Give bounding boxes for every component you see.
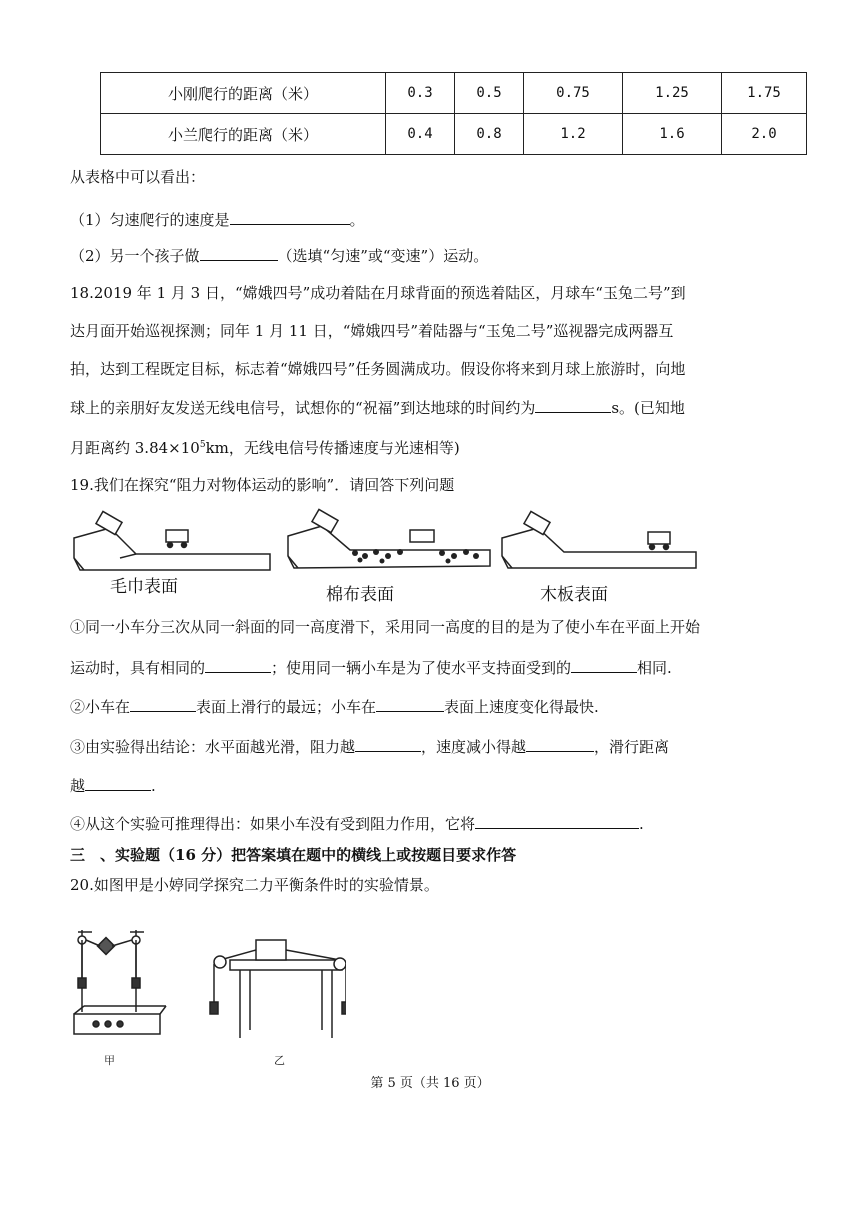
q19-text: 运动时，具有相同的	[70, 659, 206, 677]
table-cell: 1.25	[623, 73, 722, 114]
q19-step1-line1: ①同一小车分三次从同一斜面的同一高度滑下，采用同一高度的目的是为了使小车在平面上开始	[70, 618, 701, 636]
answer-blank[interactable]	[130, 695, 196, 712]
figure-yi	[210, 940, 346, 1038]
table-row	[101, 73, 807, 114]
q19-text: .	[639, 815, 644, 833]
q18-line5-text: 月距离约 3.84×10	[70, 439, 200, 457]
answer-blank[interactable]	[230, 208, 350, 225]
caption-towel: 毛巾表面	[110, 577, 178, 597]
answer-blank[interactable]	[526, 735, 594, 752]
answer-blank[interactable]	[200, 244, 278, 261]
q18-line	[70, 434, 460, 459]
table-row	[101, 114, 807, 155]
q18-line5-end: km，无线电信号传播速度与光速相等)	[205, 439, 460, 457]
label-jia: 甲	[104, 1054, 115, 1067]
answer-blank[interactable]	[571, 656, 637, 673]
q19-text: ②小车在	[70, 698, 131, 716]
exponent: 5	[199, 440, 206, 450]
q18-line4-text: 球上的亲朋好友发送无线电信号，试想你的“祝福”到达地球的时间约为	[70, 399, 536, 417]
answer-blank[interactable]	[475, 812, 639, 829]
answer-blank[interactable]	[85, 774, 151, 791]
table-cell: 1.6	[623, 114, 722, 155]
q17-part2-text: （2）另一个孩子做	[70, 247, 200, 265]
distance-table	[100, 72, 807, 155]
answer-blank[interactable]	[355, 735, 421, 752]
row-label: 小刚爬行的距离（米）	[101, 73, 386, 114]
q19-text: 表面上滑行的最远；小车在	[196, 698, 377, 716]
table-cell: 1.75	[722, 73, 807, 114]
q19-step4	[70, 812, 644, 835]
q18-line	[70, 396, 685, 419]
table-cell: 0.8	[455, 114, 524, 155]
q19-title: 19.我们在探究“阻力对物体运动的影响”．请回答下列问题	[70, 476, 455, 494]
q19-text: ，滑行距离	[594, 738, 670, 756]
q19-step3-line2	[70, 774, 156, 797]
q19-text: 表面上速度变化得最快.	[444, 698, 599, 716]
q18-line: 达月面开始巡视探测；同年 1 月 11 日，“嫦娥四号”着陆器与“玉兔二号”巡视器完成两器互	[70, 322, 674, 340]
q18-line: 18.2019 年 1 月 3 日，“嫦娥四号”成功着陆在月球背面的预选着陆区，月球车“玉兔二号”到	[70, 284, 686, 302]
q18-line4-end: s。(已知地	[611, 399, 685, 417]
q19-step1-line2	[70, 656, 672, 679]
q19-text: 相同.	[637, 659, 672, 677]
q20-intro: 20.如图甲是小婷同学探究二力平衡条件时的实验情景。	[70, 876, 439, 894]
q19-text: ，速度减小得越	[421, 738, 527, 756]
wood-surface-setup	[502, 511, 696, 568]
q17-part1	[70, 208, 365, 231]
q17-part1-text: （1）匀速爬行的速度是	[70, 211, 230, 229]
answer-blank[interactable]	[376, 695, 444, 712]
two-force-balance-figure	[70, 912, 346, 1072]
table-cell: 0.75	[524, 73, 623, 114]
answer-blank[interactable]	[535, 396, 611, 413]
table-cell: 0.5	[455, 73, 524, 114]
table-cell: 0.3	[386, 73, 455, 114]
q19-text: ；使用同一辆小车是为了使水平支持面受到的	[271, 659, 572, 677]
q17-part2	[70, 244, 488, 267]
table-cell: 1.2	[524, 114, 623, 155]
q19-step3	[70, 735, 669, 758]
q17-part1-end: 。	[349, 211, 365, 229]
caption-cotton: 棉布表面	[326, 585, 394, 605]
table-cell: 2.0	[722, 114, 807, 155]
caption-wood: 木板表面	[540, 585, 608, 605]
q19-text: ③由实验得出结论：水平面越光滑，阻力越	[70, 738, 356, 756]
towel-surface-setup	[74, 511, 270, 570]
label-yi: 乙	[274, 1054, 285, 1067]
q19-text: ④从这个实验可推理得出：如果小车没有受到阻力作用，它将	[70, 815, 476, 833]
q18-line: 拍，达到工程既定目标，标志着“嫦娥四号”任务圆满成功。假设你将来到月球上旅游时，向地	[70, 360, 686, 378]
q17-intro: 从表格中可以看出：	[70, 168, 206, 186]
row-label: 小兰爬行的距离（米）	[101, 114, 386, 155]
figure-jia	[74, 930, 166, 1034]
q17-part2-end: （选填“匀速”或“变速”）运动。	[277, 247, 489, 265]
table-cell: 0.4	[386, 114, 455, 155]
section-heading: 三 、实验题（16 分）把答案填在题中的横线上或按题目要求作答	[70, 846, 517, 864]
cotton-surface-setup	[288, 509, 490, 568]
q19-text: 越	[70, 777, 86, 795]
answer-blank[interactable]	[205, 656, 271, 673]
page-footer: 第 5 页（共 16 页）	[370, 1076, 490, 1091]
q19-text: .	[151, 777, 156, 795]
q19-step2	[70, 695, 599, 718]
